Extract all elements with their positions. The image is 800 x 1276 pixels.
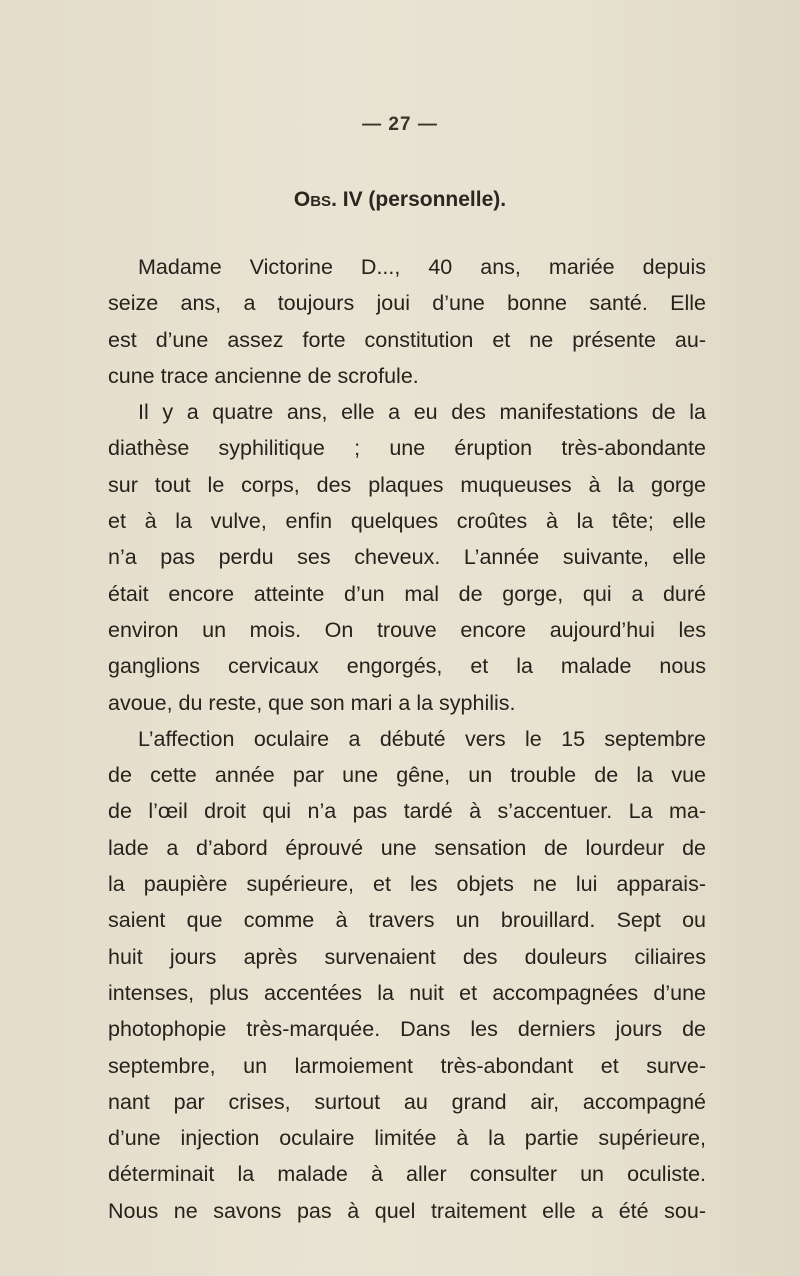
text-line: déterminait la malade à aller consulter un oculiste. — [108, 1162, 706, 1187]
text-line: était encore atteinte d’un mal de gorge, qui a duré — [108, 581, 706, 606]
page-number: — 27 — — [362, 114, 438, 135]
text-line: avoue, du reste, que son mari a la syphilis. — [108, 690, 516, 715]
text-line: Nous ne savons pas à quel traitement elle a été sou- — [108, 1198, 706, 1223]
text-line: septembre, un larmoiement très-abondant et surve- — [108, 1053, 706, 1078]
text-line: Il y a quatre ans, elle a eu des manifestations de la — [138, 400, 706, 425]
text-line: n’a pas perdu ses cheveux. L’année suivante, elle — [108, 545, 706, 570]
text-line: d’une injection oculaire limitée à la partie supérieure, — [108, 1126, 706, 1151]
heading-label: IV (personnelle). — [336, 188, 507, 211]
text-line: Madame Victorine D..., 40 ans, mariée depuis — [138, 255, 706, 279]
text-line: saient que comme à travers un brouillard. Sept ou — [108, 908, 706, 933]
text-line: et à la vulve, enfin quelques croûtes à la tête; elle — [108, 509, 706, 534]
text-line: photophopie très-marquée. Dans les derniers jours de — [108, 1017, 706, 1042]
text-line: sur tout le corps, des plaques muqueuses à la gorge — [108, 472, 706, 497]
text-line: intenses, plus accentées la nuit et accompagnées d’une — [108, 980, 706, 1005]
text-line: lade a d’abord éprouvé une sensation de lourdeur de — [108, 835, 706, 860]
text-line: seize ans, a toujours joui d’une bonne santé. Elle — [108, 291, 706, 316]
text-line: est d’une assez forte constitution et ne présente au- — [108, 327, 706, 352]
text-line: huit jours après survenaient des douleurs ciliaires — [108, 944, 706, 969]
text-line: de cette année par une gêne, un trouble de la vue — [108, 763, 706, 788]
text-line: environ un mois. On trouve encore aujourd’hui les — [108, 617, 706, 642]
text-line: ganglions cervicaux engorgés, et la malade nous — [108, 654, 706, 679]
text-line: nant par crises, surtout au grand air, accompagné — [108, 1089, 706, 1114]
text-line: de l’œil droit qui n’a pas tardé à s’accentuer. La ma- — [108, 799, 706, 824]
heading-abbreviation: Obs. — [293, 188, 337, 211]
observation-heading — [0, 188, 800, 212]
body-text — [108, 249, 706, 1229]
text-line: L’affection oculaire a débuté vers le 15 septembre — [138, 726, 706, 751]
text-line: diathèse syphilitique ; une éruption très-abondante — [108, 436, 706, 461]
text-line: la paupière supérieure, et les objets ne lui apparais- — [108, 872, 706, 897]
text-line: cune trace ancienne de scrofule. — [108, 363, 419, 388]
